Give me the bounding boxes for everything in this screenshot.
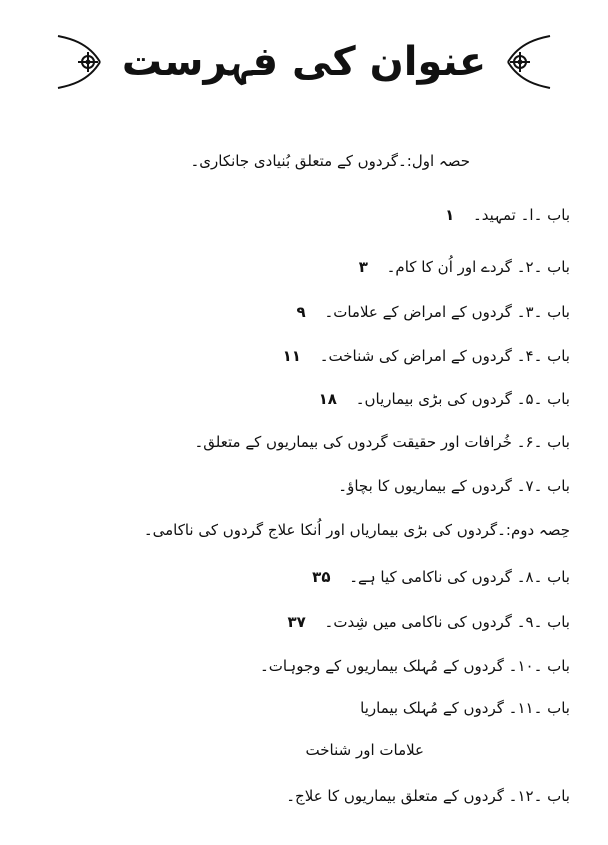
page-title: عنوان کی فہرست [121, 39, 487, 85]
toc-line-text: باب ۔۴۔ گردوں کے امراض کی شناخت۔ [319, 347, 570, 365]
toc-line-text: باب ۔۲۔ گردے اور اُن کا کام۔ [386, 258, 570, 276]
toc-item [445, 204, 570, 226]
toc-line-text: باب ۔۸۔ گردوں کی ناکامی کیا ہے۔ [349, 568, 570, 586]
toc-line-text: باب ۔۹۔ گردوں کی ناکامی میں شِدت۔ [324, 613, 570, 631]
toc-subheading [306, 739, 424, 761]
toc-item [287, 611, 570, 633]
toc-item [359, 256, 570, 278]
toc-line-text: علامات اور شناخت [305, 741, 424, 759]
toc-page-number: ۱۱ [282, 347, 301, 365]
toc-line-text: باب ۔ا۔ تمہید۔ [473, 206, 570, 224]
toc-item [286, 785, 570, 807]
toc-line-text: حصہ اول:۔گردوں کے متعلق بُنیادی جانکاری۔ [190, 152, 470, 170]
toc-line-text: حِصہ دوم:۔گردوں کی بڑی بیماریاں اور اُنکا علاج گردوں کی ناکامی۔ [143, 521, 570, 539]
toc-page-number: ۱۸ [318, 390, 337, 408]
toc-line-text: باب ۔۱۰۔ گردوں کے مُہلک بیماریوں کے وجوہات۔ [259, 657, 570, 675]
toc-item [319, 388, 570, 410]
toc-section-heading [144, 519, 570, 541]
toc-page-number: ۱ [445, 206, 455, 224]
toc-page-number: ۳ [358, 258, 368, 276]
toc-line-text: باب ۔۱۲۔ گردوں کے متعلق بیماریوں کا علاج۔ [286, 787, 570, 805]
toc-line-text: باب ۔۱۱۔ گردوں کے مُہلک بیماریا [360, 699, 570, 717]
toc-line-text: باب ۔۵۔ گردوں کی بڑی بیماریاں۔ [355, 390, 570, 408]
toc-item [195, 431, 571, 453]
toc-item [283, 345, 570, 367]
toc-line-text: باب ۔۶۔ خُرافات اور حقیقت گردوں کی بیماریوں کے متعلق۔ [194, 433, 570, 451]
toc-page-number: ۳۵ [312, 568, 331, 586]
toc-line-text: باب ۔۷۔ گردوں کے بیماریوں کا بچاؤ۔ [338, 477, 570, 495]
toc-item [338, 475, 570, 497]
toc-line-text: باب ۔۳۔ گردوں کے امراض کے علامات۔ [324, 303, 570, 321]
toc-item [360, 697, 570, 719]
toc-page-number: ۹ [296, 303, 306, 321]
toc-item [312, 566, 570, 588]
toc-item [260, 655, 570, 677]
toc-page-number: ۳۷ [287, 613, 306, 631]
toc-item [297, 301, 570, 323]
toc-section-heading [191, 150, 471, 172]
